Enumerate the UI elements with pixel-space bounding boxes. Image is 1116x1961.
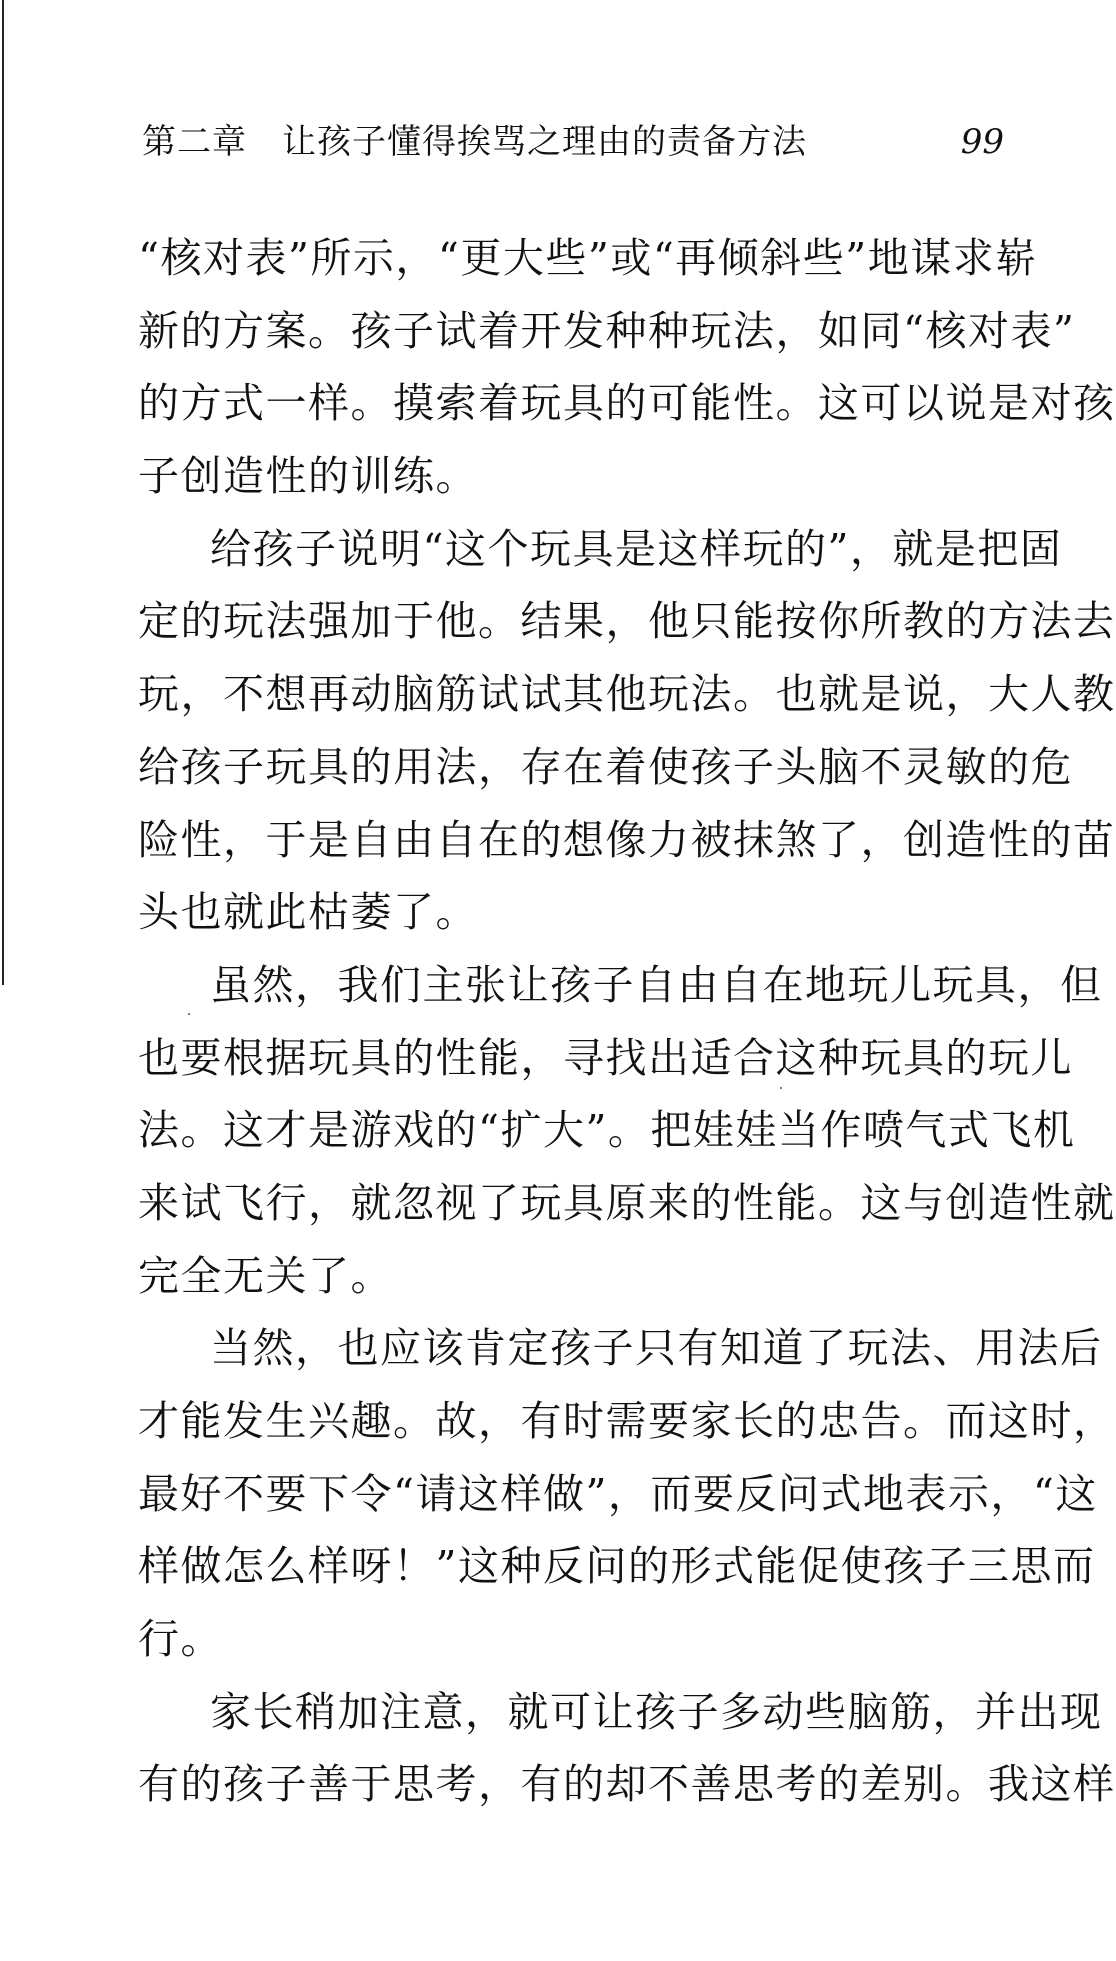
text-line: 行。 bbox=[138, 1615, 223, 1664]
paragraph-first-line: 给孩子说明“这个玩具是这样玩的”，就是把固 bbox=[210, 524, 1063, 573]
text-line: 有的孩子善于思考，有的却不善思考的差别。我这样 bbox=[138, 1760, 1116, 1809]
text-line: 来试飞行，就忽视了玩具原来的性能。这与创造性就 bbox=[138, 1178, 1116, 1227]
text-line: 给孩子玩具的用法，存在着使孩子头脑不灵敏的危 bbox=[138, 742, 1073, 791]
text-line: 样做怎么样呀！”这种反问的形式能促使孩子三思而 bbox=[138, 1542, 1096, 1591]
text-line: 定的玩法强加于他。结果，他只能按你所教的方法去 bbox=[138, 597, 1116, 646]
paragraph-first-line: 家长稍加注意，就可让孩子多动些脑筋，并出现 bbox=[210, 1687, 1103, 1736]
text-line: 完全无关了。 bbox=[138, 1251, 393, 1300]
text-line: 头也就此枯萎了。 bbox=[138, 888, 478, 937]
text-line: 的方式一样。摸索着玩具的可能性。这可以说是对孩 bbox=[138, 379, 1116, 428]
paragraph-first-line: 虽然，我们主张让孩子自由自在地玩儿玩具，但 bbox=[210, 960, 1103, 1009]
page-number: 99 bbox=[960, 122, 1004, 162]
scan-speck bbox=[780, 1087, 782, 1089]
text-line: 才能发生兴趣。故，有时需要家长的忠告。而这时， bbox=[138, 1397, 1116, 1445]
chapter-title: 第二章 让孩子懂得挨骂之理由的责备方法 bbox=[142, 122, 807, 162]
running-head bbox=[142, 118, 1004, 166]
text-line: 新的方案。孩子试着开发种种玩法，如同“核对表” bbox=[138, 306, 1076, 355]
paragraph-first-line: 当然，也应该肯定孩子只有知道了玩法、用法后 bbox=[210, 1324, 1103, 1373]
scan-speck bbox=[188, 1013, 190, 1015]
page-edge-rule bbox=[2, 0, 4, 985]
text-line: 也要根据玩具的性能，寻找出适合这种玩具的玩儿 bbox=[138, 1033, 1073, 1082]
text-line: 法。这才是游戏的“扩大”。把娃娃当作喷气式飞机 bbox=[138, 1106, 1076, 1155]
text-line: “核对表”所示，“更大些”或“再倾斜些”地谋求崭 bbox=[138, 234, 1038, 282]
body-text bbox=[138, 222, 1116, 1821]
text-line: 最好不要下令“请这样做”，而要反问式地表示，“这 bbox=[138, 1469, 1098, 1518]
text-line: 玩，不想再动脑筋试试其他玩法。也就是说，大人教 bbox=[138, 670, 1116, 719]
text-line: 险性，于是自由自在的想像力被抹煞了，创造性的苗 bbox=[138, 815, 1116, 864]
text-line: 子创造性的训练。 bbox=[138, 452, 478, 501]
